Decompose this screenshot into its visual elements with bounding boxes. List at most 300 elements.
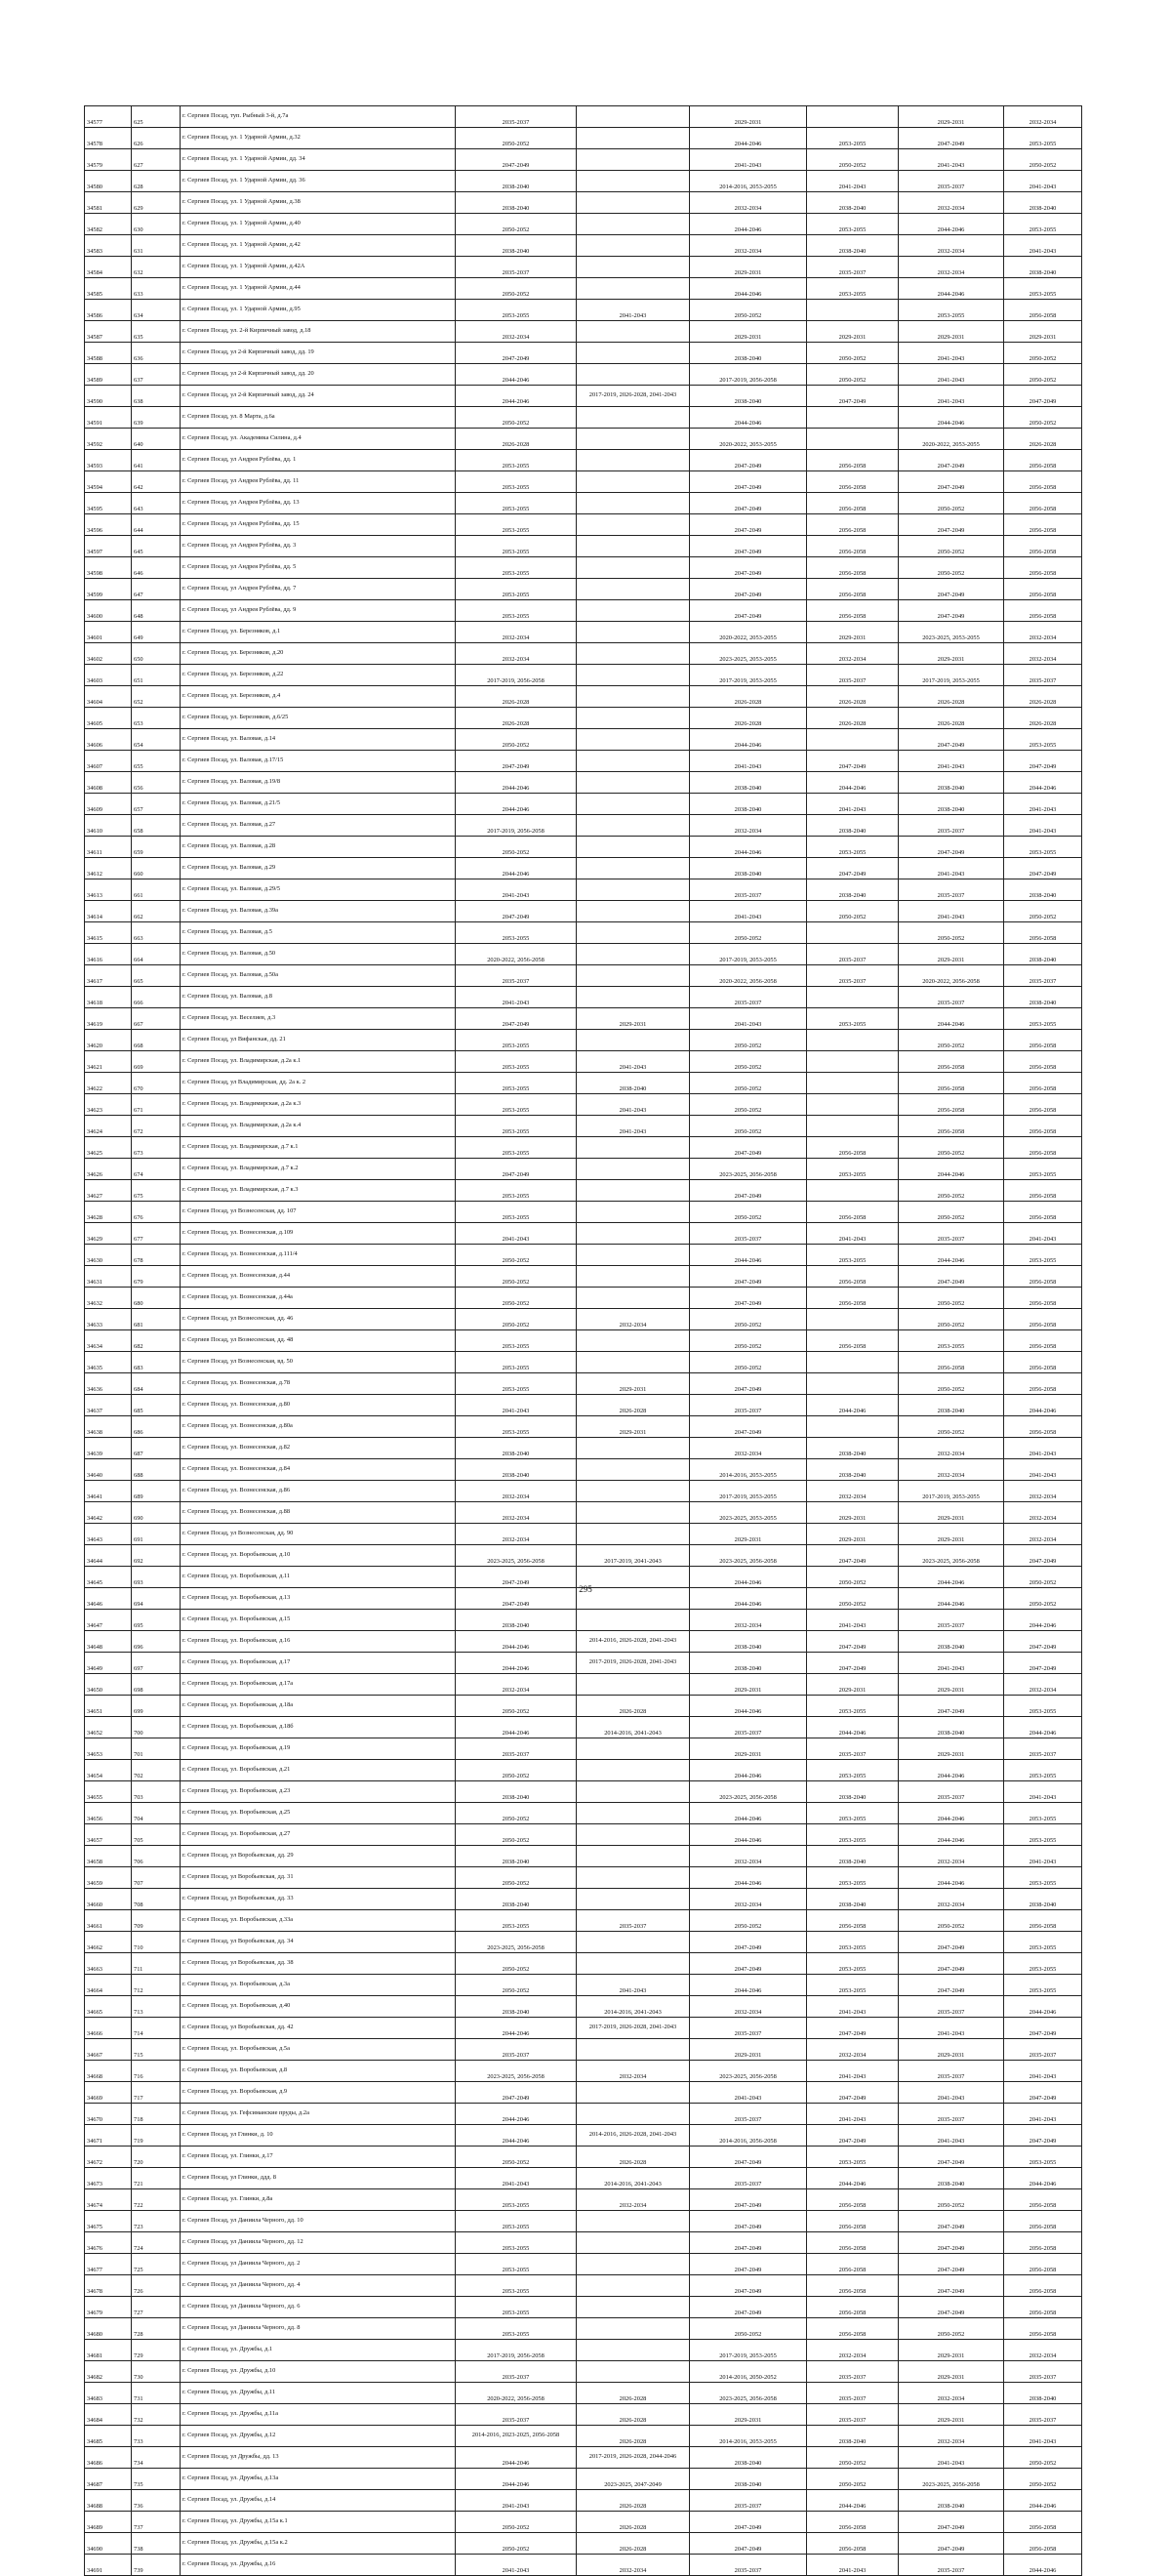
cell-period-4: 2056-2058	[807, 2533, 899, 2555]
cell-period-3: 2047-2049	[690, 1932, 807, 1953]
cell-period-3: 2035-2037	[690, 1717, 807, 1738]
cell-record-id: 34598	[85, 557, 132, 579]
cell-period-4: 2029-2031	[807, 622, 899, 643]
cell-period-4: 2050-2052	[807, 364, 899, 386]
cell-record-id: 34619	[85, 1008, 132, 1030]
cell-row-number: 686	[132, 1416, 181, 1438]
cell-period-5: 2035-2037	[899, 987, 1004, 1008]
cell-address: г. Сергиев Посад, ул. Владимирская, д.2а к.4	[181, 1116, 456, 1137]
cell-period-5: 2038-2040	[899, 2168, 1004, 2189]
cell-period-4: 2047-2049	[807, 1545, 899, 1567]
cell-row-number: 688	[132, 1459, 181, 1481]
cell-period-1: 2014-2016, 2023-2025, 2056-2058	[456, 2426, 577, 2447]
cell-period-2: 2041-2043	[577, 300, 690, 321]
cell-record-id: 34605	[85, 708, 132, 729]
cell-period-3: 2032-2034	[690, 1846, 807, 1867]
cell-period-4: 2056-2058	[807, 579, 899, 600]
cell-period-6: 2041-2043	[1004, 1781, 1082, 1803]
cell-row-number: 679	[132, 1266, 181, 1288]
cell-record-id: 34588	[85, 343, 132, 364]
cell-address: г. Сергиев Посад, ул. Валовая, д.27	[181, 815, 456, 837]
cell-address: г. Сергиев Посад, ул. 1 Ударной Армии, дд. 34	[181, 149, 456, 171]
cell-row-number: 656	[132, 772, 181, 794]
cell-period-4: 2053-2055	[807, 128, 899, 149]
cell-period-2	[577, 2318, 690, 2340]
cell-period-1: 2050-2052	[456, 128, 577, 149]
cell-record-id: 34656	[85, 1803, 132, 1824]
cell-period-6: 2050-2052	[1004, 2469, 1082, 2490]
cell-period-2	[577, 1803, 690, 1824]
cell-period-5: 2041-2043	[899, 1653, 1004, 1674]
cell-address: г. Сергиев Посад, ул. Вознесенская, д.80а	[181, 1416, 456, 1438]
cell-period-6: 2056-2058	[1004, 2318, 1082, 2340]
cell-record-id: 34678	[85, 2275, 132, 2297]
cell-period-1: 2050-2052	[456, 1266, 577, 1288]
cell-record-id: 34685	[85, 2426, 132, 2447]
cell-period-1: 2053-2055	[456, 2232, 577, 2254]
cell-period-2	[577, 922, 690, 944]
cell-row-number: 737	[132, 2512, 181, 2533]
table-row	[85, 837, 1082, 858]
cell-address: г. Сергиев Посад, ул. 1 Ударной Армии, д.42	[181, 235, 456, 257]
cell-period-6: 2053-2055	[1004, 729, 1082, 751]
cell-period-1: 2053-2055	[456, 471, 577, 493]
cell-period-2	[577, 772, 690, 794]
cell-period-4: 2044-2046	[807, 1395, 899, 1416]
cell-address: г. Сергиев Посад, ул. Березняков, д.1	[181, 622, 456, 643]
cell-period-1: 2026-2028	[456, 708, 577, 729]
cell-period-6: 2050-2052	[1004, 149, 1082, 171]
cell-address: г. Сергиев Посад, ул Андрея Рублёва, дд. 9	[181, 600, 456, 622]
cell-period-4: 2035-2037	[807, 2383, 899, 2404]
cell-period-2	[577, 837, 690, 858]
cell-address: г. Сергиев Посад, ул. Глинки, д.8а	[181, 2189, 456, 2211]
cell-period-3: 2023-2025, 2056-2058	[690, 2383, 807, 2404]
table-row	[85, 429, 1082, 450]
cell-period-5: 2032-2034	[899, 2426, 1004, 2447]
table-row	[85, 514, 1082, 536]
cell-period-4: 2029-2031	[807, 321, 899, 343]
cell-period-4: 2032-2034	[807, 643, 899, 665]
cell-row-number: 626	[132, 128, 181, 149]
table-body	[85, 106, 1082, 2576]
cell-period-5: 2032-2034	[899, 257, 1004, 278]
cell-row-number: 718	[132, 2104, 181, 2125]
cell-period-6: 2053-2055	[1004, 1867, 1082, 1889]
cell-period-1: 2023-2025, 2056-2058	[456, 1545, 577, 1567]
cell-row-number: 631	[132, 235, 181, 257]
table-row	[85, 1696, 1082, 1717]
cell-period-6: 2056-2058	[1004, 1137, 1082, 1159]
cell-period-5: 2050-2052	[899, 557, 1004, 579]
cell-period-2: 2029-2031	[577, 1008, 690, 1030]
cell-period-5: 2047-2049	[899, 471, 1004, 493]
cell-period-4	[807, 1352, 899, 1373]
cell-period-3: 2023-2025, 2056-2058	[690, 1545, 807, 1567]
cell-period-4	[807, 1073, 899, 1094]
cell-address: г. Сергиев Посад, ул. Дружбы, д.15а к.2	[181, 2533, 456, 2555]
cell-period-1: 2035-2037	[456, 2404, 577, 2426]
table-row	[85, 2512, 1082, 2533]
cell-record-id: 34603	[85, 665, 132, 686]
cell-period-2: 2017-2019, 2026-2028, 2041-2043	[577, 1653, 690, 1674]
cell-period-3: 2044-2046	[690, 214, 807, 235]
cell-period-5: 2044-2046	[899, 1567, 1004, 1588]
cell-period-1: 2044-2046	[456, 386, 577, 407]
cell-row-number: 654	[132, 729, 181, 751]
cell-period-6: 2035-2037	[1004, 1738, 1082, 1760]
cell-period-3: 2050-2052	[690, 922, 807, 944]
cell-period-4: 2035-2037	[807, 257, 899, 278]
cell-period-1: 2044-2046	[456, 1631, 577, 1653]
cell-row-number: 690	[132, 1502, 181, 1524]
cell-record-id: 34593	[85, 450, 132, 471]
cell-row-number: 699	[132, 1696, 181, 1717]
cell-period-4: 2038-2040	[807, 1846, 899, 1867]
table-row	[85, 1631, 1082, 1653]
cell-row-number: 710	[132, 1932, 181, 1953]
cell-period-2	[577, 1953, 690, 1975]
cell-period-3: 2047-2049	[690, 579, 807, 600]
cell-period-6: 2047-2049	[1004, 1545, 1082, 1567]
cell-period-3: 2038-2040	[690, 386, 807, 407]
cell-period-4: 2050-2052	[807, 343, 899, 364]
cell-period-3: 2017-2019, 2056-2058	[690, 364, 807, 386]
cell-period-6: 2032-2034	[1004, 106, 1082, 128]
cell-period-5: 2029-2031	[899, 106, 1004, 128]
cell-period-1: 2044-2046	[456, 2104, 577, 2125]
cell-address: г. Сергиев Посад, ул. Вознесенская, д.84	[181, 1459, 456, 1481]
cell-period-5: 2032-2034	[899, 1459, 1004, 1481]
table-row	[85, 2104, 1082, 2125]
cell-period-5: 2026-2028	[899, 686, 1004, 708]
cell-period-4	[807, 1416, 899, 1438]
cell-address: г. Сергиев Посад, ул. Владимирская, д.7 к.2	[181, 1159, 456, 1180]
cell-period-5: 2050-2052	[899, 1910, 1004, 1932]
table-row	[85, 1245, 1082, 1266]
cell-period-5: 2035-2037	[899, 1996, 1004, 2018]
cell-period-1: 2050-2052	[456, 1309, 577, 1330]
cell-period-6: 2056-2058	[1004, 1202, 1082, 1223]
cell-row-number: 648	[132, 600, 181, 622]
cell-address: г. Сергиев Посад, ул. Дружбы, д.16	[181, 2555, 456, 2576]
cell-record-id: 34626	[85, 1159, 132, 1180]
cell-record-id: 34622	[85, 1073, 132, 1094]
cell-period-5: 2050-2052	[899, 1137, 1004, 1159]
cell-period-2: 2032-2034	[577, 2061, 690, 2082]
cell-address: г. Сергиев Посад, ул. Веселиев, д.3	[181, 1008, 456, 1030]
cell-period-4: 2041-2043	[807, 2555, 899, 2576]
cell-period-2	[577, 600, 690, 622]
cell-period-6: 2041-2043	[1004, 1459, 1082, 1481]
cell-period-2: 2032-2034	[577, 2189, 690, 2211]
cell-period-6: 2056-2058	[1004, 1373, 1082, 1395]
cell-period-2	[577, 364, 690, 386]
cell-record-id: 34600	[85, 600, 132, 622]
cell-period-3: 2044-2046	[690, 1867, 807, 1889]
cell-period-5: 2044-2046	[899, 278, 1004, 300]
table-row	[85, 1116, 1082, 1137]
cell-period-1: 2032-2034	[456, 622, 577, 643]
cell-period-4: 2044-2046	[807, 772, 899, 794]
cell-record-id: 34674	[85, 2189, 132, 2211]
cell-address: г. Сергиев Посад, ул. Вознесенская, д.44а	[181, 1288, 456, 1309]
cell-period-5: 2050-2052	[899, 1288, 1004, 1309]
cell-period-3: 2047-2049	[690, 471, 807, 493]
cell-record-id: 34602	[85, 643, 132, 665]
cell-period-6: 2056-2058	[1004, 514, 1082, 536]
cell-record-id: 34664	[85, 1975, 132, 1996]
cell-period-5: 2053-2055	[899, 1330, 1004, 1352]
cell-period-3: 2023-2025, 2053-2055	[690, 1502, 807, 1524]
cell-period-4: 2041-2043	[807, 1223, 899, 1245]
cell-period-4: 2056-2058	[807, 1330, 899, 1352]
cell-period-3: 2038-2040	[690, 772, 807, 794]
cell-period-2	[577, 622, 690, 643]
cell-period-2	[577, 1030, 690, 1051]
cell-period-5: 2029-2031	[899, 2340, 1004, 2361]
cell-row-number: 701	[132, 1738, 181, 1760]
cell-period-3: 2014-2016, 2053-2055	[690, 171, 807, 192]
cell-record-id: 34627	[85, 1180, 132, 1202]
cell-period-5: 2044-2046	[899, 1803, 1004, 1824]
table-row	[85, 1288, 1082, 1309]
cell-period-2	[577, 1202, 690, 1223]
cell-period-3: 2038-2040	[690, 858, 807, 879]
cell-period-2	[577, 2039, 690, 2061]
cell-row-number: 667	[132, 1008, 181, 1030]
cell-period-3: 2047-2049	[690, 536, 807, 557]
cell-period-5: 2029-2031	[899, 1738, 1004, 1760]
cell-period-3: 2044-2046	[690, 1760, 807, 1781]
cell-period-5: 2056-2058	[899, 1116, 1004, 1137]
cell-period-3: 2014-2016, 2053-2055	[690, 2426, 807, 2447]
cell-period-4: 2050-2052	[807, 149, 899, 171]
cell-row-number: 639	[132, 407, 181, 429]
table-row	[85, 2318, 1082, 2340]
cell-period-2	[577, 2340, 690, 2361]
cell-period-4: 2056-2058	[807, 2512, 899, 2533]
cell-period-1: 2035-2037	[456, 106, 577, 128]
table-row	[85, 1073, 1082, 1094]
cell-period-6: 2053-2055	[1004, 1760, 1082, 1781]
cell-period-6: 2038-2040	[1004, 879, 1082, 901]
cell-period-2	[577, 493, 690, 514]
cell-period-5: 2050-2052	[899, 922, 1004, 944]
cell-period-6: 2041-2043	[1004, 1223, 1082, 1245]
table-row	[85, 1824, 1082, 1846]
cell-period-3: 2035-2037	[690, 987, 807, 1008]
cell-period-5: 2047-2049	[899, 2211, 1004, 2232]
cell-period-6: 2056-2058	[1004, 1266, 1082, 1288]
cell-row-number: 666	[132, 987, 181, 1008]
cell-row-number: 676	[132, 1202, 181, 1223]
table-row	[85, 171, 1082, 192]
cell-period-6: 2056-2058	[1004, 536, 1082, 557]
cell-period-1: 2050-2052	[456, 837, 577, 858]
cell-period-6: 2026-2028	[1004, 708, 1082, 729]
cell-period-5: 2032-2034	[899, 192, 1004, 214]
cell-period-6: 2056-2058	[1004, 1094, 1082, 1116]
table-row	[85, 1373, 1082, 1395]
cell-period-6: 2056-2058	[1004, 922, 1082, 944]
cell-period-5: 2047-2049	[899, 2147, 1004, 2168]
cell-period-4: 2035-2037	[807, 2361, 899, 2383]
cell-period-1: 2038-2040	[456, 1438, 577, 1459]
cell-record-id: 34666	[85, 2018, 132, 2039]
cell-period-5: 2041-2043	[899, 343, 1004, 364]
cell-period-4: 2029-2031	[807, 1674, 899, 1696]
cell-period-4: 2056-2058	[807, 536, 899, 557]
cell-period-6: 2053-2055	[1004, 214, 1082, 235]
cell-period-4	[807, 407, 899, 429]
cell-period-3: 2041-2043	[690, 149, 807, 171]
cell-period-1: 2050-2052	[456, 1696, 577, 1717]
cell-period-5: 2047-2049	[899, 729, 1004, 751]
cell-period-2: 2026-2028	[577, 2147, 690, 2168]
cell-address: г. Сергиев Посад, ул. Воробьевская, д.15	[181, 1610, 456, 1631]
cell-period-4: 2056-2058	[807, 450, 899, 471]
cell-record-id: 34577	[85, 106, 132, 128]
cell-period-5: 2047-2049	[899, 1932, 1004, 1953]
table-row	[85, 1051, 1082, 1073]
cell-address: г. Сергиев Посад, ул. Воробьевская, д.19	[181, 1738, 456, 1760]
cell-period-2: 2026-2028	[577, 2383, 690, 2404]
table-row	[85, 321, 1082, 343]
cell-record-id: 34631	[85, 1266, 132, 1288]
cell-period-2	[577, 1824, 690, 1846]
table-row	[85, 1996, 1082, 2018]
cell-row-number: 643	[132, 493, 181, 514]
table-row	[85, 1309, 1082, 1330]
cell-period-6: 2038-2040	[1004, 944, 1082, 965]
cell-record-id: 34681	[85, 2340, 132, 2361]
cell-period-1: 2047-2049	[456, 343, 577, 364]
cell-period-6: 2041-2043	[1004, 1438, 1082, 1459]
cell-period-6: 2056-2058	[1004, 2211, 1082, 2232]
cell-period-5: 2044-2046	[899, 1824, 1004, 1846]
cell-row-number: 732	[132, 2404, 181, 2426]
cell-address: г. Сергиев Посад, ул. 1 Ударной Армии, д.95	[181, 300, 456, 321]
cell-period-4: 2047-2049	[807, 1653, 899, 1674]
cell-address: г. Сергиев Посад, ул. 1 Ударной Армии, дд. 36	[181, 171, 456, 192]
cell-row-number: 641	[132, 450, 181, 471]
cell-period-6: 2053-2055	[1004, 278, 1082, 300]
cell-period-6: 2053-2055	[1004, 1245, 1082, 1266]
cell-record-id: 34646	[85, 1588, 132, 1610]
cell-record-id: 34621	[85, 1051, 132, 1073]
cell-period-5: 2047-2049	[899, 2254, 1004, 2275]
cell-period-2: 2032-2034	[577, 2555, 690, 2576]
cell-period-6: 2056-2058	[1004, 1030, 1082, 1051]
cell-period-4: 2053-2055	[807, 1159, 899, 1180]
cell-address: г. Сергиев Посад, ул. Вознесенская, д.44	[181, 1266, 456, 1288]
cell-period-1: 2047-2049	[456, 149, 577, 171]
cell-period-5: 2056-2058	[899, 1094, 1004, 1116]
cell-row-number: 665	[132, 965, 181, 987]
cell-period-3: 2044-2046	[690, 1588, 807, 1610]
cell-period-3: 2032-2034	[690, 815, 807, 837]
cell-period-6: 2041-2043	[1004, 2426, 1082, 2447]
table-row	[85, 901, 1082, 922]
cell-address: г. Сергиев Посад, ул. 1 Ударной Армии, д.42А	[181, 257, 456, 278]
cell-period-3: 2050-2052	[690, 1094, 807, 1116]
table-row	[85, 2490, 1082, 2512]
cell-record-id: 34687	[85, 2469, 132, 2490]
table-row	[85, 1889, 1082, 1910]
cell-period-6: 2029-2031	[1004, 321, 1082, 343]
cell-period-5: 2017-2019, 2053-2055	[899, 665, 1004, 686]
table-row	[85, 1395, 1082, 1416]
cell-address: г. Сергиев Посад, ул Вознесенская, дд. 107	[181, 1202, 456, 1223]
cell-period-2	[577, 987, 690, 1008]
cell-period-3: 2014-2016, 2050-2052	[690, 2361, 807, 2383]
cell-period-3: 2017-2019, 2053-2055	[690, 1481, 807, 1502]
cell-period-2	[577, 2082, 690, 2104]
cell-address: г. Сергиев Посад, ул Вознесенская, вд. 50	[181, 1352, 456, 1373]
table-row	[85, 2404, 1082, 2426]
cell-period-4	[807, 1094, 899, 1116]
cell-period-5: 2047-2049	[899, 2533, 1004, 2555]
table-row	[85, 1159, 1082, 1180]
cell-address: г. Сергиев Посад, ул Глинки, ддд. 8	[181, 2168, 456, 2189]
cell-period-6: 2056-2058	[1004, 493, 1082, 514]
table-row	[85, 2061, 1082, 2082]
cell-period-2	[577, 1330, 690, 1352]
cell-row-number: 668	[132, 1030, 181, 1051]
cell-period-1: 2041-2043	[456, 1223, 577, 1245]
cell-address: г. Сергиев Посад, ул. Валовая, д.5	[181, 922, 456, 944]
cell-period-4: 2026-2028	[807, 686, 899, 708]
cell-period-3: 2029-2031	[690, 2404, 807, 2426]
cell-period-5: 2017-2019, 2053-2055	[899, 1481, 1004, 1502]
cell-address: г. Сергиев Посад, ул Воробьевская, дд. 29	[181, 1846, 456, 1867]
cell-row-number: 646	[132, 557, 181, 579]
cell-period-5: 2026-2028	[899, 708, 1004, 729]
cell-period-4	[807, 1309, 899, 1330]
cell-period-6: 2044-2046	[1004, 2168, 1082, 2189]
cell-period-4: 2053-2055	[807, 837, 899, 858]
cell-period-6: 2056-2058	[1004, 450, 1082, 471]
cell-address: г. Сергиев Посад, ул. 8 Марта, д.6а	[181, 407, 456, 429]
cell-period-2	[577, 2211, 690, 2232]
cell-period-1: 2041-2043	[456, 1395, 577, 1416]
cell-period-1: 2050-2052	[456, 1760, 577, 1781]
table-row	[85, 1910, 1082, 1932]
cell-period-4: 2053-2055	[807, 1824, 899, 1846]
cell-address: г. Сергиев Посад, ул. Воробьевская, д.16	[181, 1631, 456, 1653]
table-row	[85, 1545, 1082, 1567]
cell-address: г. Сергиев Посад, ул. Дружбы, д.15а к.1	[181, 2512, 456, 2533]
cell-address: г. Сергиев Посад, ул. Вознесенская, д.78	[181, 1373, 456, 1395]
cell-period-6: 2056-2058	[1004, 1051, 1082, 1073]
table-row	[85, 643, 1082, 665]
cell-record-id: 34596	[85, 514, 132, 536]
cell-period-4: 2053-2055	[807, 1803, 899, 1824]
cell-period-3: 2038-2040	[690, 2469, 807, 2490]
table-row	[85, 751, 1082, 772]
cell-period-6: 2026-2028	[1004, 429, 1082, 450]
cell-period-4: 2053-2055	[807, 1953, 899, 1975]
table-row	[85, 2147, 1082, 2168]
cell-period-5: 2047-2049	[899, 1696, 1004, 1717]
cell-period-1: 2026-2028	[456, 429, 577, 450]
cell-period-6: 2050-2052	[1004, 1588, 1082, 1610]
cell-period-4: 2056-2058	[807, 514, 899, 536]
table-row	[85, 708, 1082, 729]
cell-record-id: 34606	[85, 729, 132, 751]
cell-period-2	[577, 2361, 690, 2383]
